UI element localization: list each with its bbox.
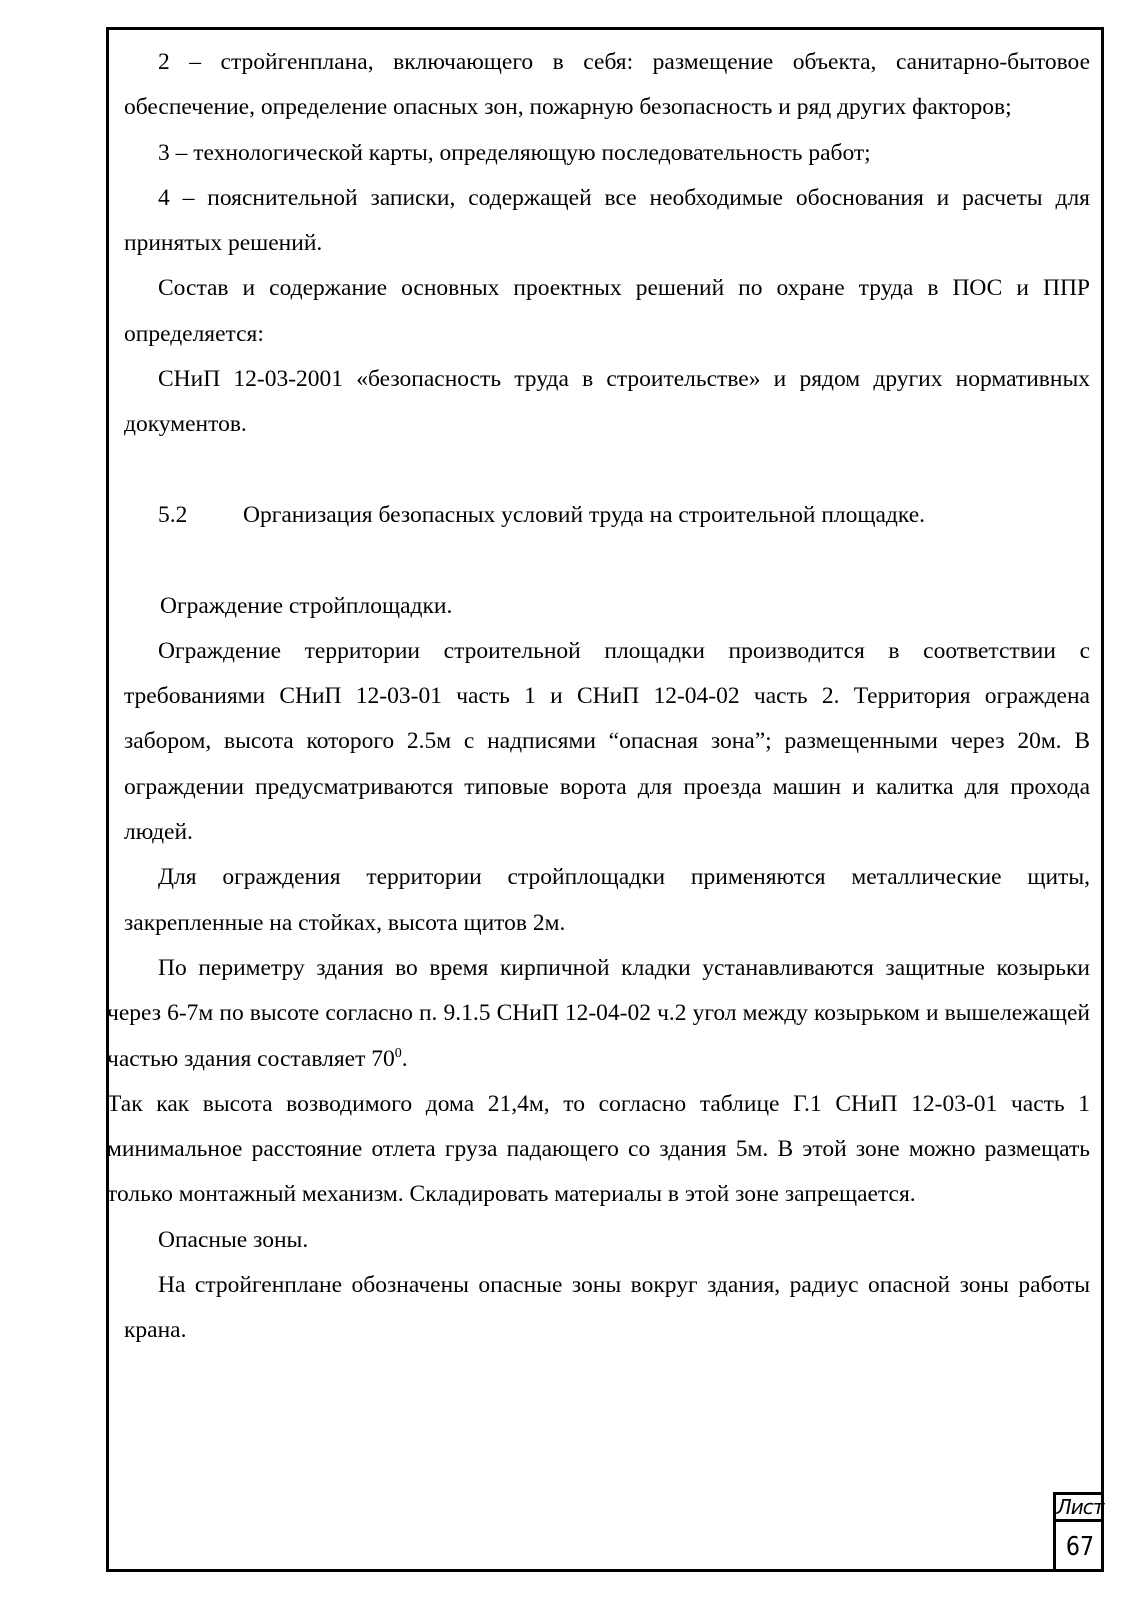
spacer — [107, 448, 1090, 493]
paragraph-fencing-territory: Ограждение территории строительной площадки производится в соответствии с требованиями СНиП 12-03-01 часть 1 и СНиП 12-04-02 часть 2. Территория ограждена забором, высота которого 2.5м с надписями “опасная зона”; размещенными через 20м. В ограждении предусматриваются типовые ворота для проезда машин и калитка для прохода людей. — [124, 637, 1090, 846]
sheet-number-stamp — [1053, 1492, 1104, 1572]
section-title: Организация безопасных условий труда на строительной площадке. — [243, 501, 926, 528]
paragraph-composition: Состав и содержание основных проектных решений по охране труда в ПОС и ППР определяется: — [124, 275, 1090, 347]
subheading-fencing: Ограждение стройплощадки. — [160, 592, 453, 619]
spacer — [107, 538, 1090, 583]
paragraph-snip: СНиП 12-03-2001 «безопасность труда в строительстве» и рядом других нормативных документов. — [124, 366, 1090, 438]
canopies-end: . — [401, 1045, 408, 1072]
paragraph-danger-zones: На стройгенплане обозначены опасные зоны вокруг здания, радиус опасной зоны работы крана. — [124, 1272, 1090, 1344]
paragraph-fencing-panels: Для ограждения территории стройплощадки применяются металлические щиты, закрепленные на стойках, высота щитов 2м. — [124, 864, 1090, 936]
paragraph-tech-map: 3 – технологической карты, определяющую последовательность работ; — [158, 139, 871, 166]
stamp-label: Лист — [1056, 1495, 1104, 1522]
document-body — [107, 40, 1090, 1354]
canopies-text: По периметру здания во время кирпичной кладки устанавливаются защитные козырьки через 6-7м по высоте согласно п. 9.1.5 СНиП 12-04-02 ч.2 угол между козырьком и вышележащей частью здания составляет 70 — [107, 954, 1090, 1072]
paragraph-canopies — [107, 946, 1090, 1082]
paragraph-building-height: Так как высота возводимого дома 21,4м, то согласно таблице Г.1 СНиП 12-03-01 часть 1 минимальное расстояние отлета груза падающего со здания 5м. В этой зоне можно размещать только монтажный механизм. Складировать материалы в этой зоне запрещается. — [107, 1090, 1090, 1208]
degree-superscript: 0 — [394, 1045, 402, 1061]
paragraph-explanatory-note: 4 – пояснительной записки, содержащей все необходимые обоснования и расчеты для принятых решений. — [124, 184, 1090, 257]
page-number: 67 — [1065, 1532, 1095, 1562]
subheading-danger-zones: Опасные зоны. — [158, 1226, 309, 1253]
section-heading — [107, 493, 1090, 538]
paragraph-stroygenplan: 2 – стройгенплана, включающего в себя: размещение объекта, санитарно-бытовое обеспечение, определение опасных зон, пожарную безопасность и ряд других факторов; — [124, 49, 1090, 121]
section-number: 5.2 — [158, 501, 188, 528]
